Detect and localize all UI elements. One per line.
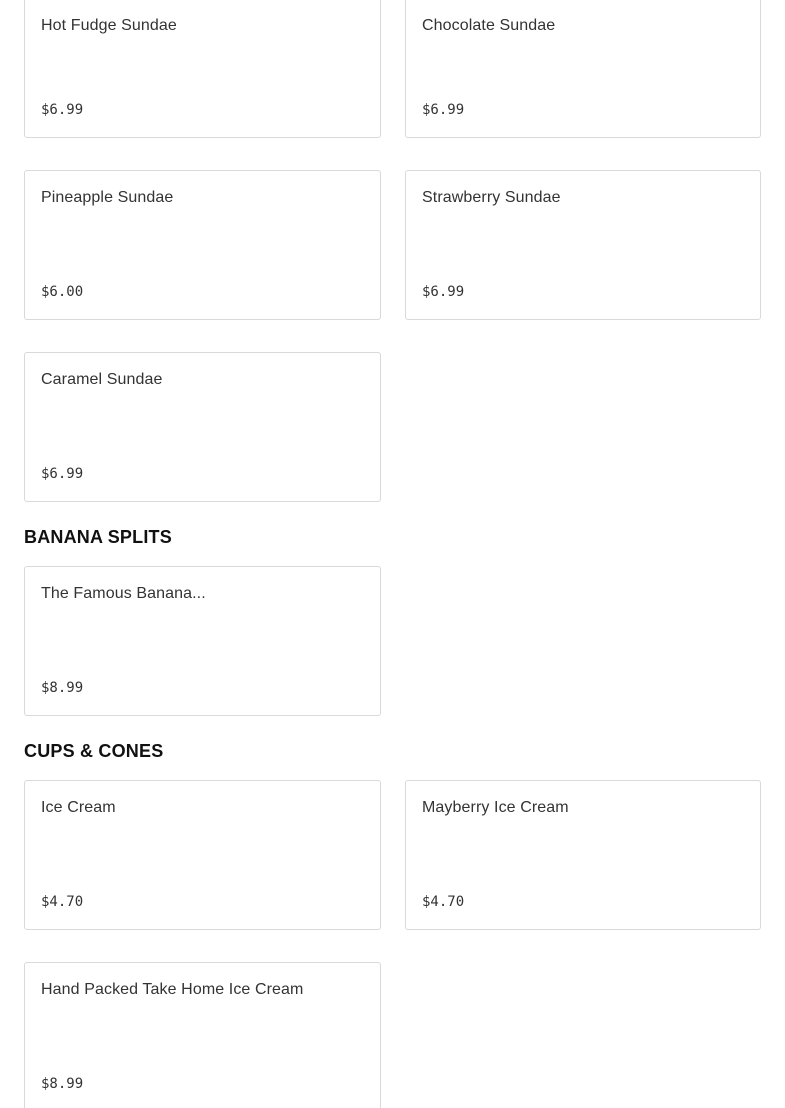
item-name: Ice Cream	[41, 799, 116, 816]
item-name: Hot Fudge Sundae	[41, 17, 177, 34]
menu-item-card[interactable]	[24, 566, 381, 716]
menu-item-card[interactable]	[24, 352, 381, 502]
item-price: $8.99	[41, 680, 84, 696]
menu-item-card[interactable]	[24, 0, 381, 138]
section-title-cups-cones: CUPS & CONES	[24, 741, 164, 761]
item-price: $8.99	[41, 1076, 84, 1092]
item-name: Chocolate Sundae	[422, 17, 556, 34]
menu-item-card[interactable]	[405, 780, 761, 930]
section-title-banana-splits: BANANA SPLITS	[24, 527, 172, 547]
item-name: Hand Packed Take Home Ice Cream	[41, 981, 304, 998]
item-price: $6.00	[41, 284, 84, 300]
item-price: $6.99	[422, 102, 465, 118]
item-price: $6.99	[41, 102, 84, 118]
menu-item-card[interactable]	[24, 170, 381, 320]
item-price: $4.70	[41, 894, 84, 910]
menu-item-card[interactable]	[405, 0, 761, 138]
item-price: $6.99	[41, 466, 84, 482]
item-price: $6.99	[422, 284, 465, 300]
menu-item-card[interactable]	[24, 962, 381, 1108]
item-name: The Famous Banana...	[41, 585, 206, 602]
item-name: Pineapple Sundae	[41, 189, 174, 206]
item-name: Strawberry Sundae	[422, 189, 561, 206]
item-price: $4.70	[422, 894, 465, 910]
item-name: Mayberry Ice Cream	[422, 799, 569, 816]
item-name: Caramel Sundae	[41, 371, 163, 388]
menu-item-card[interactable]	[405, 170, 761, 320]
menu-item-card[interactable]	[24, 780, 381, 930]
